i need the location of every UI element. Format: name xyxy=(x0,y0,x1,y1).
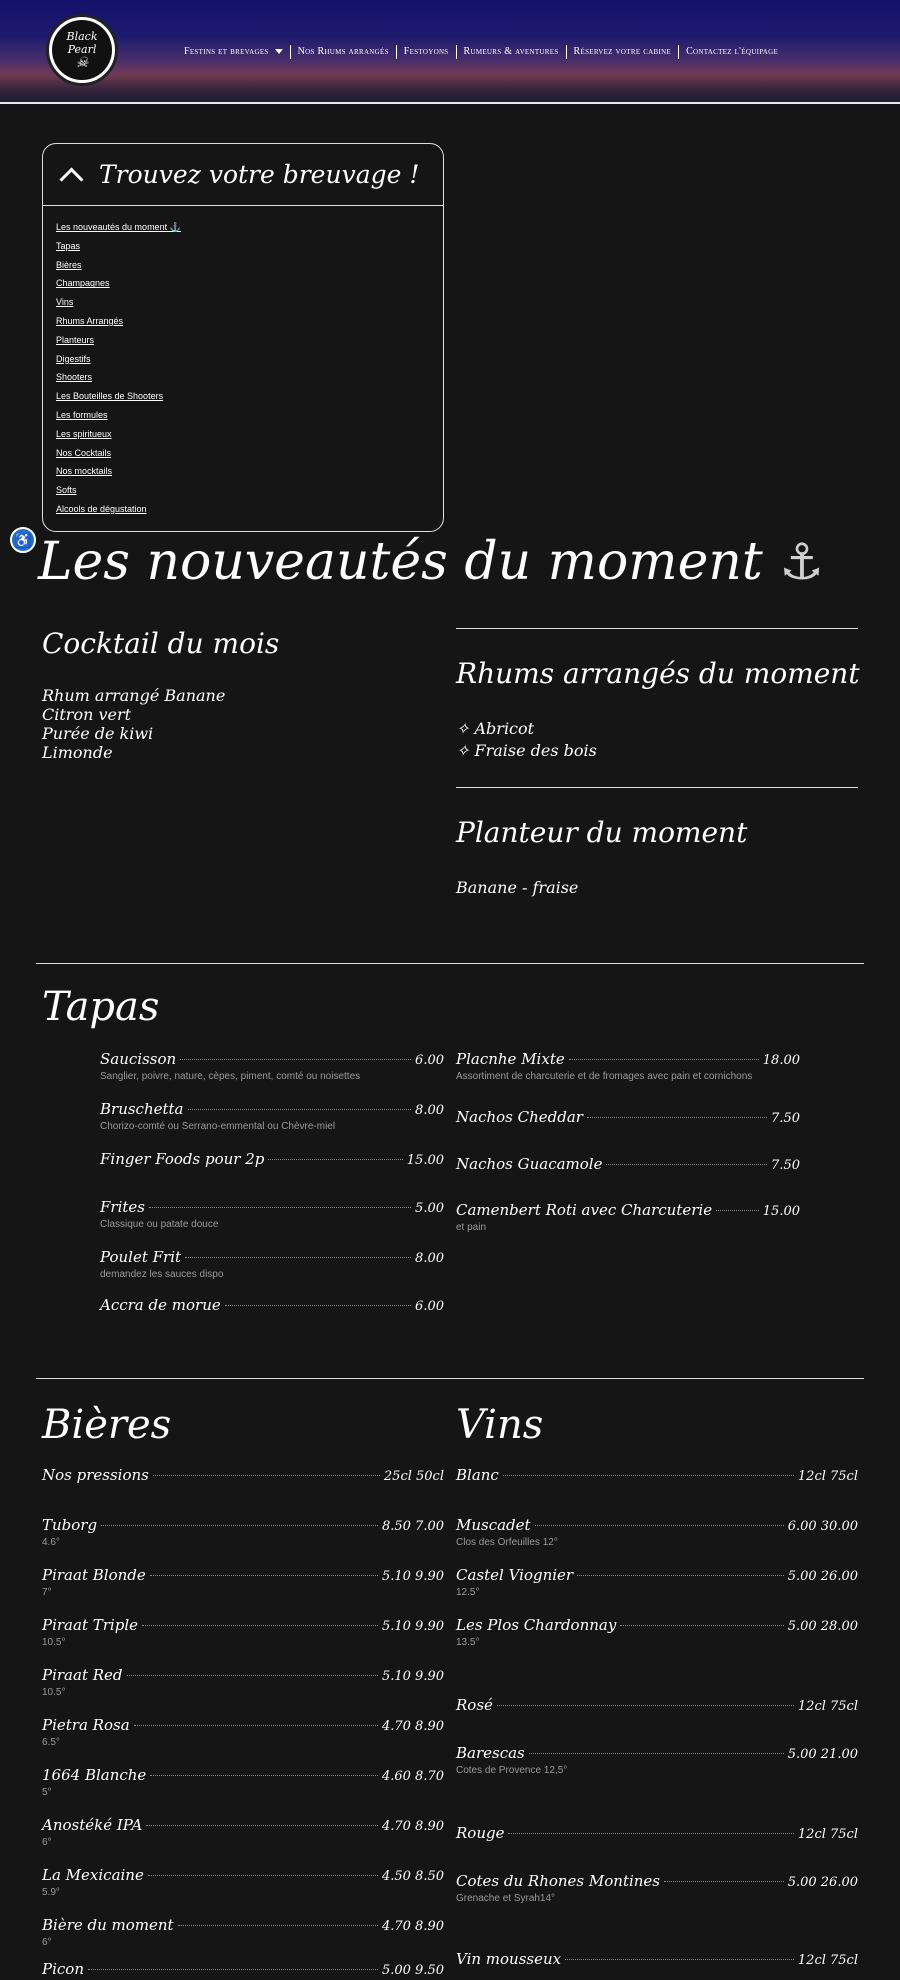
divider xyxy=(456,628,858,629)
nav-contact[interactable]: Contactez l'équipage xyxy=(678,45,785,59)
section-divider xyxy=(36,1378,864,1379)
menu-item-description: 6° xyxy=(42,1837,52,1848)
menu-item xyxy=(100,1198,444,1230)
menu-item xyxy=(42,1766,444,1798)
menu-item xyxy=(42,1516,444,1548)
drink-finder-title: Trouvez votre breuvage ! xyxy=(99,160,420,189)
menu-item-line xyxy=(100,1248,444,1266)
dot-leader xyxy=(606,1164,767,1165)
menu-item-price: 4.60 8.70 xyxy=(381,1769,444,1784)
menu-item-line xyxy=(100,1050,444,1068)
menu-item-description: Sanglier, poivre, nature, cèpes, piment, comté ou noisettes xyxy=(100,1071,361,1082)
dot-leader xyxy=(225,1305,411,1306)
menu-item-name: Piraat Blonde xyxy=(42,1566,146,1584)
menu-item-name: Picon xyxy=(42,1960,84,1978)
menu-item-price: 6.00 30.00 xyxy=(787,1519,858,1534)
menu-item-price: 4.70 8.90 xyxy=(381,1819,444,1834)
menu-item-line xyxy=(456,1616,858,1634)
drink-finder-toggle[interactable] xyxy=(43,144,443,206)
menu-item-name: Finger Foods pour 2p xyxy=(100,1150,265,1168)
menu-item-line xyxy=(42,1616,444,1634)
menu-item-line xyxy=(42,1716,444,1734)
menu-item-line xyxy=(456,1108,800,1126)
menu-item-name: Blanc xyxy=(456,1466,499,1484)
menu-item-price: 5.00 26.00 xyxy=(787,1875,858,1890)
menu-item-name: Nachos Guacamole xyxy=(456,1155,603,1173)
menu-item-price: 5.10 9.90 xyxy=(381,1569,444,1584)
menu-item-description: Clos des Orfeuilles 12° xyxy=(456,1537,558,1548)
menu-item-price: 6.00 xyxy=(415,1053,444,1068)
dot-leader xyxy=(146,1825,378,1826)
menu-item-line xyxy=(456,1516,858,1534)
dot-leader xyxy=(153,1475,380,1476)
dot-leader xyxy=(716,1210,759,1211)
dot-leader xyxy=(497,1705,794,1706)
menu-item-line xyxy=(100,1100,444,1118)
cocktail-line: Rhum arrangé Banane xyxy=(42,686,226,705)
menu-item-description: 10.5° xyxy=(42,1687,66,1698)
vins-title: Vins xyxy=(456,1402,544,1448)
menu-item-name: Anostéké IPA xyxy=(42,1816,143,1834)
menu-item xyxy=(456,1744,858,1776)
drink-finder-link[interactable]: Champagnes xyxy=(56,278,110,289)
menu-item-description: 10.5° xyxy=(42,1637,66,1648)
menu-item xyxy=(456,1108,800,1126)
menu-item-name: Piraat Triple xyxy=(42,1616,138,1634)
menu-item-line xyxy=(42,1816,444,1834)
tapas-title: Tapas xyxy=(42,984,160,1030)
menu-item-name: Castel Viognier xyxy=(456,1566,574,1584)
menu-item-price: 6.00 xyxy=(415,1299,444,1314)
menu-item-line xyxy=(42,1766,444,1784)
planteur-title: Planteur du moment xyxy=(456,816,748,849)
dot-leader xyxy=(134,1725,378,1726)
dot-leader xyxy=(185,1257,411,1258)
menu-item-name: 1664 Blanche xyxy=(42,1766,147,1784)
drink-finder-link[interactable]: Les nouveautés du moment ⚓ xyxy=(56,222,181,232)
menu-item-description: 5.9° xyxy=(42,1887,60,1898)
menu-item-price: 5.00 xyxy=(415,1201,444,1216)
menu-item xyxy=(42,1466,444,1484)
menu-item-description: Cotes de Provence 12,5° xyxy=(456,1765,568,1776)
cocktail-lines xyxy=(42,686,225,762)
menu-item-price: 5.00 28.00 xyxy=(787,1619,858,1634)
menu-item-price: 4.70 8.90 xyxy=(381,1719,444,1734)
menu-item-line xyxy=(456,1744,858,1762)
menu-item-line xyxy=(100,1150,444,1168)
menu-item-line xyxy=(456,1050,800,1068)
dot-leader xyxy=(529,1753,784,1754)
menu-item-line xyxy=(42,1866,444,1884)
menu-item xyxy=(456,1566,858,1598)
rhums-line: ✧ Abricot xyxy=(456,719,535,738)
drink-finder-link[interactable]: Softs xyxy=(56,485,77,496)
dot-leader xyxy=(180,1059,411,1060)
menu-item-price: 15.00 xyxy=(762,1204,800,1219)
menu-item-name: Bière du moment xyxy=(42,1916,174,1934)
menu-item-name: Rosé xyxy=(456,1696,493,1714)
dot-leader xyxy=(535,1525,784,1526)
menu-item xyxy=(456,1155,800,1173)
nav-rhums[interactable]: Nos Rhums arrangés xyxy=(290,45,396,59)
drink-finder-link[interactable]: Les spiritueux xyxy=(56,428,112,439)
menu-item-description: 7° xyxy=(42,1587,52,1598)
logo[interactable] xyxy=(46,14,118,86)
menu-item-price: 25cl 50cl xyxy=(383,1469,444,1484)
menu-item-name: Muscadet xyxy=(456,1516,531,1534)
dot-leader xyxy=(508,1833,793,1834)
menu-item-price: 5.00 21.00 xyxy=(787,1747,858,1762)
menu-item-description: 6° xyxy=(42,1937,52,1948)
dot-leader xyxy=(148,1875,378,1876)
menu-item-line xyxy=(456,1155,800,1173)
nav-reservez[interactable]: Réservez votre cabine xyxy=(566,45,679,59)
menu-item-line xyxy=(456,1950,858,1968)
menu-item-description: 5° xyxy=(42,1787,52,1798)
drink-finder-link[interactable]: Shooters xyxy=(56,372,93,383)
dot-leader xyxy=(569,1059,759,1060)
menu-item xyxy=(42,1616,444,1648)
menu-item xyxy=(456,1616,858,1648)
rhums-line: ✧ Fraise des bois xyxy=(456,741,597,760)
section-divider xyxy=(36,963,864,964)
menu-item-price: 5.00 26.00 xyxy=(787,1569,858,1584)
dot-leader xyxy=(268,1159,402,1160)
menu-item-description: Grenache et Syrah14° xyxy=(456,1893,556,1904)
menu-item-name: Les Plos Chardonnay xyxy=(456,1616,617,1634)
menu-item-line xyxy=(456,1566,858,1584)
menu-item-price: 8.00 xyxy=(415,1251,444,1266)
menu-item-price: 15.00 xyxy=(406,1153,444,1168)
menu-item-name: La Mexicaine xyxy=(42,1866,144,1884)
menu-item-name: Camenbert Roti avec Charcuterie xyxy=(456,1201,713,1219)
menu-item xyxy=(42,1916,444,1948)
menu-item-price: 12cl 75cl xyxy=(797,1827,858,1842)
menu-item xyxy=(456,1696,858,1714)
menu-item-line xyxy=(100,1296,444,1314)
menu-item-description: Chorizo-comté ou Serrano-emmental ou Chèvre-miel xyxy=(100,1121,336,1132)
menu-item-price: 12cl 75cl xyxy=(797,1699,858,1714)
menu-item-price: 5.10 9.90 xyxy=(381,1669,444,1684)
main-nav xyxy=(182,44,785,60)
cocktail-line: Limonde xyxy=(42,743,113,762)
dot-leader xyxy=(150,1775,378,1776)
menu-item-price: 12cl 75cl xyxy=(797,1953,858,1968)
dot-leader xyxy=(188,1109,412,1110)
menu-item-name: Saucisson xyxy=(100,1050,177,1068)
menu-item-line xyxy=(456,1466,858,1484)
menu-item xyxy=(456,1516,858,1548)
menu-item xyxy=(100,1050,444,1082)
dot-leader xyxy=(577,1575,784,1576)
menu-item-price: 4.70 8.90 xyxy=(381,1919,444,1934)
menu-item xyxy=(42,1816,444,1848)
dot-leader xyxy=(565,1959,794,1960)
menu-item-name: Cotes du Rhones Montines xyxy=(456,1872,661,1890)
menu-item xyxy=(100,1296,444,1314)
menu-item-line xyxy=(42,1916,444,1934)
menu-item xyxy=(100,1100,444,1132)
menu-item xyxy=(42,1666,444,1698)
chevron-up-icon[interactable] xyxy=(57,161,85,189)
menu-item-price: 18.00 xyxy=(762,1053,800,1068)
site-header xyxy=(0,0,900,104)
news-title: Les nouveautés du moment ⚓ xyxy=(38,532,825,592)
nav-festins[interactable]: Festins et brevages xyxy=(182,45,290,59)
menu-item xyxy=(100,1150,444,1168)
menu-item-price: 5.00 9.50 xyxy=(381,1963,444,1978)
dot-leader xyxy=(88,1969,378,1970)
menu-item-description: 6.5° xyxy=(42,1737,60,1748)
menu-item-line xyxy=(456,1872,858,1890)
rhums-lines xyxy=(456,718,597,762)
skull-icon: ☠ xyxy=(75,55,89,71)
drink-finder-link[interactable]: Rhums Arrangés xyxy=(56,315,124,326)
planteur-lines xyxy=(456,878,578,897)
drink-finder-link[interactable]: Les formules xyxy=(56,409,108,420)
dot-leader xyxy=(178,1925,378,1926)
dot-leader xyxy=(620,1625,783,1626)
menu-item-description: Assortiment de charcuterie et de fromages avec pain et cornichons xyxy=(456,1071,753,1082)
menu-item-price: 4.50 8.50 xyxy=(381,1869,444,1884)
dot-leader xyxy=(127,1675,378,1676)
rhums-title: Rhums arrangés du moment xyxy=(456,657,860,690)
menu-item-description: et pain xyxy=(456,1222,487,1233)
menu-item-line xyxy=(100,1198,444,1216)
logo-line-2: Pearl xyxy=(67,43,97,56)
menu-item-name: Pietra Rosa xyxy=(42,1716,130,1734)
planteur-line: Banane - fraise xyxy=(456,878,579,897)
menu-item-description: 12.5° xyxy=(456,1587,480,1598)
menu-item-line xyxy=(456,1824,858,1842)
menu-item-name: Bruschetta xyxy=(100,1100,184,1118)
logo-line-1: Black xyxy=(66,30,98,43)
drink-finder-link[interactable]: Tapas xyxy=(56,240,81,251)
menu-item-line xyxy=(42,1960,444,1978)
drink-finder-link[interactable]: Bières xyxy=(56,259,82,270)
menu-item-price: 12cl 75cl xyxy=(797,1469,858,1484)
dot-leader xyxy=(503,1475,794,1476)
menu-item-description: 13.5° xyxy=(456,1637,480,1648)
menu-item-price: 5.10 9.90 xyxy=(381,1619,444,1634)
menu-item-line xyxy=(42,1466,444,1484)
menu-item-name: Accra de morue xyxy=(100,1296,221,1314)
dot-leader xyxy=(664,1881,784,1882)
anchor-icon: ⚓ xyxy=(779,533,825,591)
menu-item-price: 8.50 7.00 xyxy=(381,1519,444,1534)
drink-finder-link[interactable]: Alcools de dégustation xyxy=(56,503,147,514)
cocktail-line: Purée de kiwi xyxy=(42,724,154,743)
menu-item-description: demandez les sauces dispo xyxy=(100,1269,224,1280)
menu-item xyxy=(456,1050,800,1082)
menu-item-name: Piraat Red xyxy=(42,1666,123,1684)
menu-item-line xyxy=(42,1566,444,1584)
menu-item-line xyxy=(456,1696,858,1714)
menu-item-price: 7.50 xyxy=(771,1111,800,1126)
menu-item xyxy=(456,1872,858,1904)
dot-leader xyxy=(142,1625,378,1626)
nav-festoyons[interactable]: Festoyons xyxy=(396,45,456,59)
menu-item-name: Tuborg xyxy=(42,1516,98,1534)
drink-finder-link[interactable]: Nos mocktails xyxy=(56,466,113,477)
menu-item xyxy=(456,1950,858,1968)
menu-item-price: 8.00 xyxy=(415,1103,444,1118)
menu-item xyxy=(42,1566,444,1598)
divider xyxy=(456,787,858,788)
menu-item xyxy=(100,1248,444,1280)
menu-item-name: Nachos Cheddar xyxy=(456,1108,583,1126)
menu-item-name: Poulet Frit xyxy=(100,1248,182,1266)
menu-item xyxy=(42,1866,444,1898)
menu-item xyxy=(456,1466,858,1484)
dot-leader xyxy=(587,1117,767,1118)
cocktail-line: Citron vert xyxy=(42,705,132,724)
nav-rumeurs[interactable]: Rumeurs & aventures xyxy=(456,45,566,59)
drink-finder xyxy=(42,143,444,532)
drink-finder-link[interactable]: Vins xyxy=(56,297,74,308)
menu-item xyxy=(456,1201,800,1233)
caret-down-icon[interactable] xyxy=(275,49,283,54)
menu-item-name: Frites xyxy=(100,1198,145,1216)
menu-item-name: Vin mousseux xyxy=(456,1950,562,1968)
menu-item-line xyxy=(42,1516,444,1534)
cocktail-title: Cocktail du mois xyxy=(42,627,280,660)
menu-item-price: 7.50 xyxy=(771,1158,800,1173)
menu-item-description: Classique ou patate douce xyxy=(100,1219,219,1230)
menu-item-line xyxy=(42,1666,444,1684)
menu-item-description: 4.6° xyxy=(42,1537,60,1548)
menu-item xyxy=(456,1824,858,1842)
dot-leader xyxy=(149,1207,411,1208)
menu-item-name: Barescas xyxy=(456,1744,525,1762)
menu-item xyxy=(42,1960,444,1978)
menu-item xyxy=(42,1716,444,1748)
menu-item-line xyxy=(456,1201,800,1219)
dot-leader xyxy=(101,1525,378,1526)
menu-item-name: Placnhe Mixte xyxy=(456,1050,565,1068)
drink-finder-link[interactable]: Les Bouteilles de Shooters xyxy=(56,391,164,402)
drink-finder-link[interactable]: Planteurs xyxy=(56,334,95,345)
accessibility-icon[interactable]: ♿ xyxy=(10,527,36,553)
drink-finder-link[interactable]: Digestifs xyxy=(56,353,91,364)
drink-finder-link[interactable]: Nos Cocktails xyxy=(56,447,112,458)
menu-item-name: Nos pressions xyxy=(42,1466,149,1484)
drink-finder-links xyxy=(43,206,443,519)
dot-leader xyxy=(150,1575,378,1576)
menu-item-name: Rouge xyxy=(456,1824,505,1842)
bieres-title: Bières xyxy=(42,1402,172,1448)
